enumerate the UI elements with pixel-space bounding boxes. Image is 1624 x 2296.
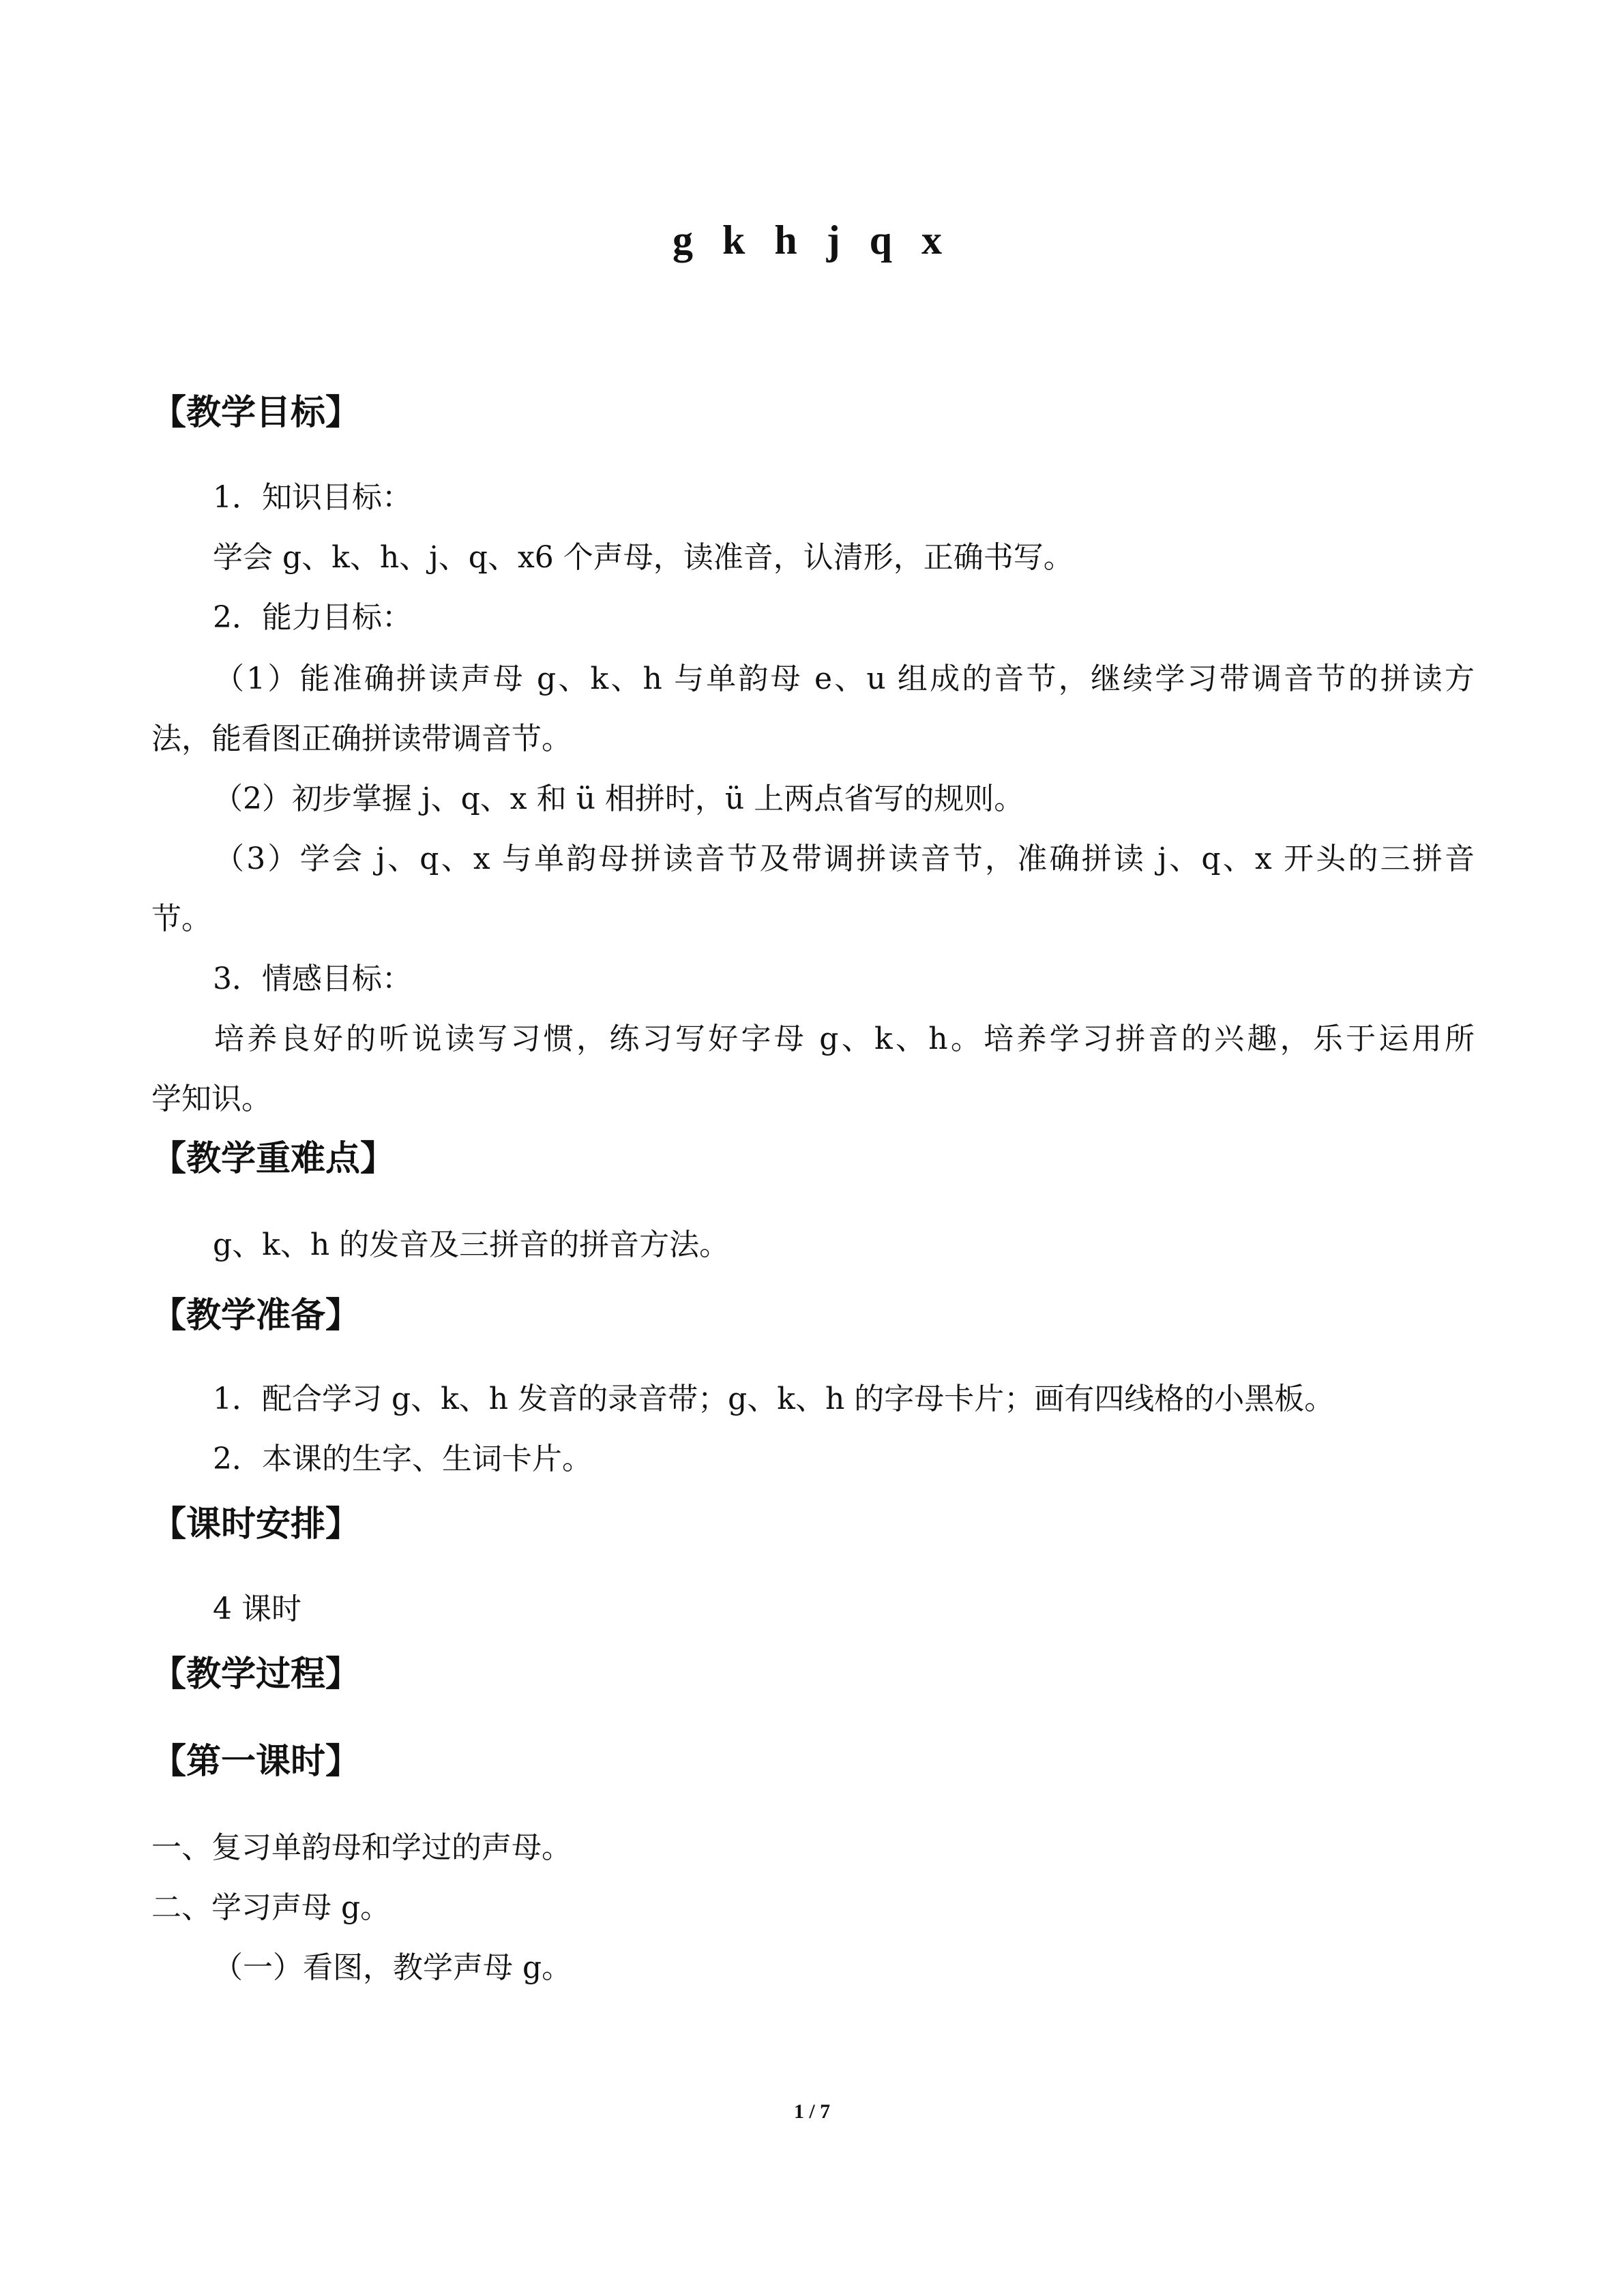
section-heading-preparation: 【教学准备】 [151, 1296, 361, 1336]
knowledge-goal-text: 学会 g、k、h、j、q、x6 个声母，读准音，认清形，正确书写。 [213, 540, 1074, 575]
section-heading-lesson-1: 【第一课时】 [151, 1742, 361, 1782]
lesson-1-step-2-sub: （一）看图，教学声母 g。 [213, 1950, 572, 1985]
knowledge-goal-label: 1．知识目标： [213, 480, 412, 515]
lesson-1-step-1: 一、复习单韵母和学过的声母。 [151, 1830, 572, 1865]
schedule-text: 4 课时 [213, 1592, 301, 1626]
emotion-goal-line-1: 培养良好的听说读写习惯，练习写好字母 g、k、h。培养学习拼音的兴趣，乐于运用所 [214, 1022, 1475, 1056]
ability-goal-3 [151, 840, 1475, 938]
emotion-goal-text [151, 1020, 1475, 1118]
preparation-item-2: 2．本课的生字、生词卡片。 [213, 1442, 592, 1476]
emotion-goal-line-2: 学知识。 [151, 1082, 271, 1116]
emotion-goal-label: 3．情感目标： [213, 961, 412, 996]
focus-text: g、k、h 的发音及三拼音的拼音方法。 [213, 1227, 730, 1262]
document-title: g k h j q x [672, 218, 952, 263]
preparation-item-1: 1．配合学习 g、k、h 发音的录音带；g、k、h 的字母卡片；画有四线格的小黑板。 [213, 1382, 1335, 1416]
ability-goal-1-line-1: （1）能准确拼读声母 g、k、h 与单韵母 e、u 组成的音节，继续学习带调音节的拼读方 [214, 661, 1475, 696]
ability-goal-label: 2．能力目标： [213, 600, 412, 635]
ability-goal-3-line-1: （3）学会 j、q、x 与单韵母拼读音节及带调拼读音节，准确拼读 j、q、x 开头的三拼音 [214, 841, 1475, 876]
section-heading-schedule: 【课时安排】 [151, 1504, 361, 1545]
section-heading-process: 【教学过程】 [151, 1654, 361, 1695]
ability-goal-3-line-2: 节。 [151, 901, 211, 936]
ability-goal-2: （2）初步掌握 j、q、x 和 ü 相拼时，ü 上两点省写的规则。 [213, 781, 1024, 816]
ability-goal-1 [151, 660, 1475, 758]
ability-goal-1-line-2: 法，能看图正确拼读带调音节。 [151, 721, 572, 756]
section-heading-goals: 【教学目标】 [151, 393, 361, 433]
page-number: 1 / 7 [793, 2100, 831, 2123]
lesson-1-step-2: 二、学习声母 g。 [151, 1890, 391, 1925]
section-heading-focus: 【教学重难点】 [151, 1139, 396, 1179]
